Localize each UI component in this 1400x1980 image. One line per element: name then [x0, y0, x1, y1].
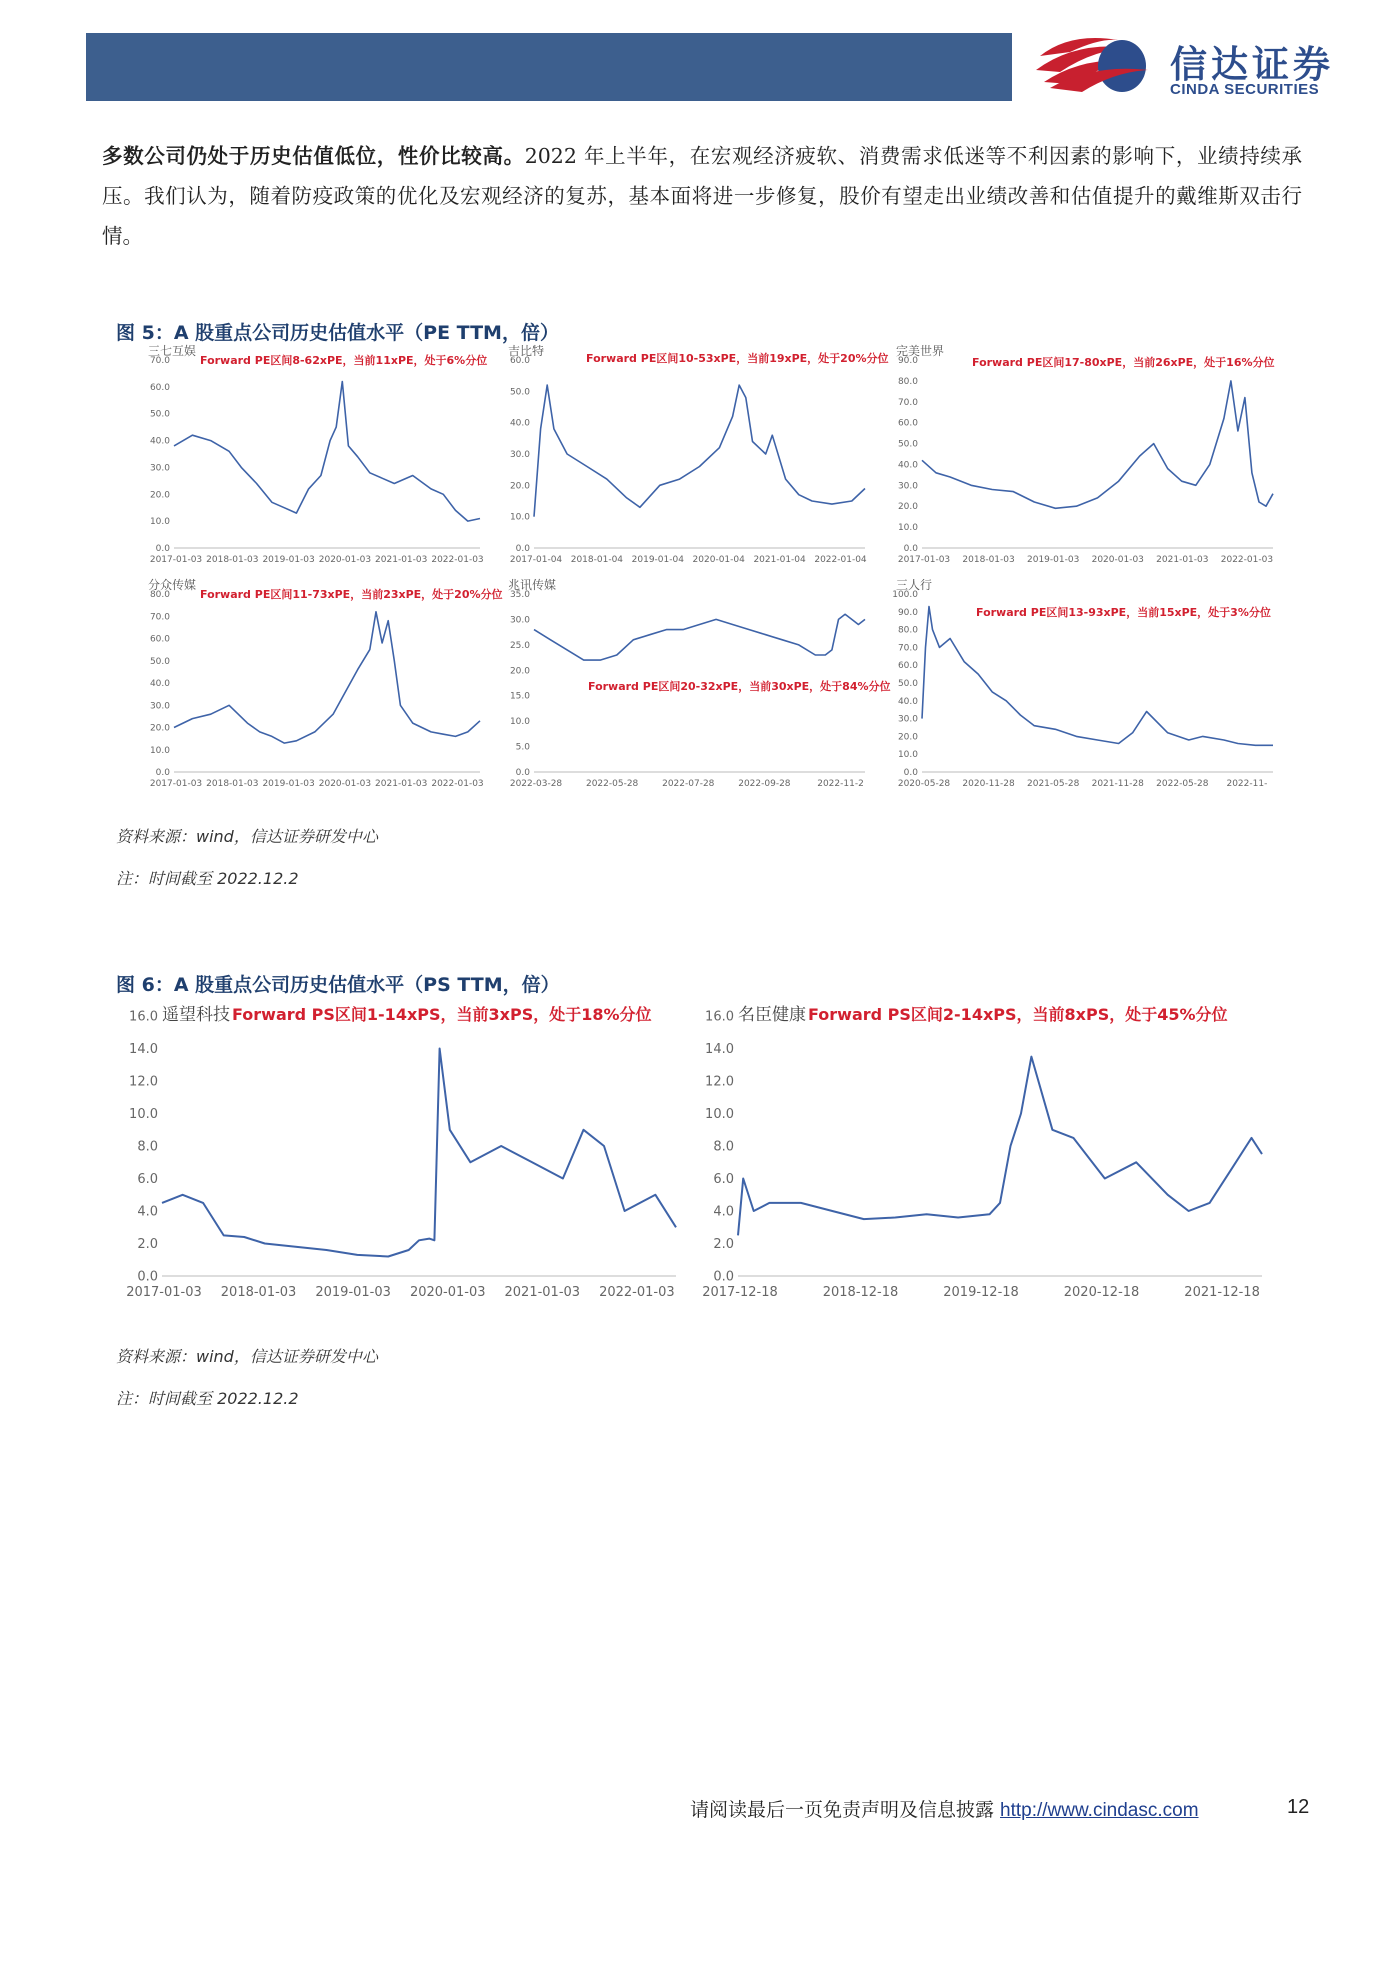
x-tick-label: 2021-01-03 [504, 1285, 581, 1300]
x-tick-label: 2022-03-28 [509, 779, 563, 789]
series-line [738, 1057, 1262, 1236]
x-tick-label: 2017-01-03 [126, 1285, 202, 1300]
series-line [922, 607, 1273, 746]
x-tick-label: 2022-01-03 [431, 555, 484, 565]
x-tick-label: 2020-01-03 [1091, 555, 1144, 565]
chart-title: 兆讯传媒 [508, 578, 557, 592]
y-tick-label: 90.0 [897, 356, 918, 366]
x-tick-label: 2019-01-03 [262, 555, 315, 565]
x-tick-label: 2017-12-18 [702, 1285, 778, 1300]
x-tick-label: 2018-01-04 [570, 555, 624, 565]
intro-bold: 多数公司仍处于历史估值低位，性价比较高。 [102, 144, 525, 168]
series-line [174, 612, 480, 743]
y-tick-label: 8.0 [137, 1139, 158, 1155]
series-line [174, 382, 480, 522]
chart-title: 三七互娱 [148, 344, 197, 358]
y-tick-label: 60.0 [897, 661, 918, 672]
header-bar [86, 33, 1012, 101]
y-tick-label: 12.0 [705, 1074, 734, 1090]
y-tick-label: 20.0 [897, 502, 918, 513]
y-tick-label: 70.0 [897, 643, 918, 654]
y-tick-label: 40.0 [509, 418, 530, 429]
figure6-source: 资料来源：wind，信达证券研发中心 [116, 1347, 378, 1366]
y-tick-label: 30.0 [149, 463, 170, 474]
y-tick-label: 30.0 [897, 481, 918, 492]
chart-annotation: Forward PS区间1-14xPS，当前3xPS，处于18%分位 [232, 1005, 652, 1024]
x-tick-label: 2021-01-03 [375, 555, 428, 565]
intro-text: 2022 年上半年，在宏观经济疲软、消费需求低迷等不利因素的影响下，业绩持续承压。我们认为，随着防疫政策的优化及宏观经济的复苏，基本面将进一步修复，股价有望走出业绩改善和估值提升的戴维斯双击行情。 [102, 144, 1303, 248]
y-tick-label: 20.0 [897, 732, 918, 743]
line-chart [140, 582, 490, 794]
chart-title: 名臣健康 [738, 1005, 806, 1025]
y-tick-label: 0.0 [137, 1269, 158, 1285]
chart-annotation: Forward PE区间13-93xPE，当前15xPE，处于3%分位 [976, 606, 1271, 619]
figure5-note: 注：时间截至 2022.12.2 [116, 869, 299, 888]
chart-title: 吉比特 [508, 344, 545, 358]
y-tick-label: 100.0 [892, 590, 918, 600]
y-tick-label: 70.0 [149, 356, 170, 366]
y-tick-label: 6.0 [137, 1171, 158, 1187]
figure6-title: 图 6：A 股重点公司历史估值水平（PS TTM，倍） [116, 974, 560, 996]
chart-panel [888, 578, 1283, 794]
line-chart [140, 348, 490, 570]
x-tick-label: 2021-01-03 [375, 779, 428, 789]
y-tick-label: 12.0 [129, 1074, 158, 1090]
y-tick-label: 80.0 [149, 590, 170, 600]
y-tick-label: 10.0 [149, 517, 170, 528]
y-tick-label: 40.0 [897, 460, 918, 471]
x-tick-label: 2019-01-03 [1027, 555, 1080, 565]
y-tick-label: 70.0 [897, 397, 918, 408]
chart-title: 完美世界 [896, 344, 945, 358]
x-tick-label: 2022-11- [1226, 779, 1268, 789]
line-chart [888, 348, 1283, 570]
chart-title: 分众传媒 [148, 578, 197, 592]
cinda-logo-icon [1030, 26, 1150, 98]
chart-title: 遥望科技 [162, 1005, 230, 1025]
y-tick-label: 10.0 [149, 745, 170, 756]
chart-annotation: Forward PE区间11-73xPE，当前23xPE，处于20%分位 [200, 588, 503, 601]
x-tick-label: 2020-01-04 [692, 555, 745, 565]
intro-paragraph [102, 136, 1302, 256]
y-tick-label: 50.0 [897, 679, 918, 689]
x-tick-label: 2021-05-28 [1027, 779, 1080, 789]
logo [1030, 26, 1370, 106]
x-tick-label: 2020-01-03 [409, 1285, 486, 1300]
x-tick-label: 2020-05-28 [897, 779, 951, 789]
line-chart [116, 1000, 686, 1310]
x-tick-label: 2020-11-28 [962, 779, 1015, 789]
y-tick-label: 30.0 [509, 450, 530, 460]
y-tick-label: 10.0 [509, 717, 530, 728]
y-tick-label: 40.0 [149, 436, 170, 447]
y-tick-label: 10.0 [897, 523, 918, 534]
y-tick-label: 0.0 [713, 1269, 734, 1285]
series-line [162, 1049, 676, 1257]
y-tick-label: 20.0 [509, 666, 530, 677]
y-tick-label: 16.0 [705, 1009, 734, 1025]
x-tick-label: 2018-12-18 [822, 1285, 899, 1300]
figure5-title: 图 5：A 股重点公司历史估值水平（PE TTM，倍） [116, 322, 559, 344]
footer-link[interactable]: http://www.cindasc.com [1000, 1800, 1199, 1821]
y-tick-label: 10.0 [705, 1106, 734, 1122]
y-tick-label: 40.0 [897, 696, 918, 707]
chart-panel [140, 344, 490, 570]
x-tick-label: 2019-12-18 [943, 1285, 1019, 1300]
y-tick-label: 60.0 [149, 382, 170, 393]
x-tick-label: 2021-12-18 [1184, 1285, 1260, 1300]
x-tick-label: 2017-01-03 [149, 555, 203, 565]
figure5-source: 资料来源：wind，信达证券研发中心 [116, 827, 378, 846]
y-tick-label: 80.0 [897, 376, 918, 387]
y-tick-label: 0.0 [155, 544, 170, 554]
series-line [922, 381, 1273, 508]
footer [690, 1795, 1199, 1822]
y-tick-label: 4.0 [713, 1204, 734, 1220]
x-tick-label: 2022-01-03 [599, 1285, 675, 1300]
y-tick-label: 8.0 [713, 1139, 734, 1155]
x-tick-label: 2018-01-03 [962, 555, 1015, 565]
y-tick-label: 6.0 [713, 1171, 734, 1187]
x-tick-label: 2021-01-03 [1156, 555, 1209, 565]
x-tick-label: 2018-01-03 [206, 779, 259, 789]
y-tick-label: 25.0 [509, 640, 530, 651]
y-tick-label: 80.0 [897, 625, 918, 636]
y-tick-label: 0.0 [515, 768, 530, 778]
y-tick-label: 2.0 [137, 1236, 158, 1252]
chart-annotation: Forward PS区间2-14xPS，当前8xPS，处于45%分位 [808, 1005, 1228, 1024]
x-tick-label: 2021-01-04 [753, 555, 806, 565]
logo-text-en: CINDA SECURITIES [1170, 81, 1320, 98]
y-tick-label: 90.0 [897, 607, 918, 618]
y-tick-label: 35.0 [509, 590, 530, 600]
figure6-note: 注：时间截至 2022.12.2 [116, 1389, 299, 1408]
y-tick-label: 16.0 [129, 1009, 158, 1025]
y-tick-label: 0.0 [155, 768, 170, 778]
series-line [534, 614, 865, 660]
chart-annotation: Forward PE区间10-53xPE，当前19xPE，处于20%分位 [586, 352, 889, 365]
chart-annotation: Forward PE区间8-62xPE，当前11xPE，处于6%分位 [200, 354, 488, 367]
y-tick-label: 10.0 [509, 512, 530, 523]
y-tick-label: 15.0 [509, 691, 530, 702]
y-tick-label: 20.0 [509, 481, 530, 492]
x-tick-label: 2020-01-03 [318, 779, 372, 789]
y-tick-label: 60.0 [897, 418, 918, 429]
chart-annotation: Forward PE区间17-80xPE，当前26xPE，处于16%分位 [972, 356, 1275, 369]
series-line [534, 385, 865, 517]
x-tick-label: 2019-01-03 [315, 1285, 391, 1300]
y-tick-label: 70.0 [149, 612, 170, 623]
x-tick-label: 2022-09-28 [738, 779, 791, 789]
y-tick-label: 60.0 [509, 356, 530, 366]
page-number: 12 [1287, 1796, 1310, 1818]
x-tick-label: 2020-01-03 [318, 555, 372, 565]
chart-panel [116, 1000, 686, 1310]
x-tick-label: 2017-01-04 [509, 555, 563, 565]
x-tick-label: 2018-01-03 [206, 555, 259, 565]
y-tick-label: 30.0 [509, 615, 530, 626]
x-tick-label: 2018-01-03 [220, 1285, 297, 1300]
y-tick-label: 4.0 [137, 1204, 158, 1220]
x-tick-label: 2020-12-18 [1063, 1285, 1140, 1300]
line-chart [692, 1000, 1272, 1310]
chart-panel [140, 578, 503, 794]
chart-annotation: Forward PE区间20-32xPE，当前30xPE，处于84%分位 [588, 680, 891, 693]
y-tick-label: 50.0 [509, 387, 530, 398]
y-tick-label: 14.0 [129, 1041, 158, 1057]
x-tick-label: 2022-01-03 [431, 779, 484, 789]
x-tick-label: 2022-05-28 [585, 779, 639, 789]
chart-title: 三人行 [896, 578, 933, 592]
x-tick-label: 2022-11-2 [817, 779, 864, 789]
y-tick-label: 50.0 [149, 656, 170, 667]
y-tick-label: 50.0 [149, 409, 170, 420]
y-tick-label: 30.0 [149, 701, 170, 712]
y-tick-label: 0.0 [515, 544, 530, 554]
x-tick-label: 2019-01-04 [631, 555, 684, 565]
line-chart [500, 348, 875, 570]
x-tick-label: 2022-05-28 [1156, 779, 1209, 789]
x-tick-label: 2017-01-03 [897, 555, 951, 565]
chart-panel [692, 1000, 1272, 1310]
y-tick-label: 5.0 [515, 742, 530, 753]
y-tick-label: 10.0 [129, 1106, 158, 1122]
x-tick-label: 2017-01-03 [149, 779, 203, 789]
y-tick-label: 60.0 [149, 634, 170, 645]
x-tick-label: 2022-01-04 [814, 555, 867, 565]
y-tick-label: 0.0 [903, 768, 918, 778]
y-tick-label: 2.0 [713, 1236, 734, 1252]
y-tick-label: 40.0 [149, 679, 170, 689]
footer-disclaimer: 请阅读最后一页免责声明及信息披露 [690, 1799, 995, 1821]
x-tick-label: 2022-07-28 [662, 779, 715, 789]
x-tick-label: 2019-01-03 [262, 779, 315, 789]
y-tick-label: 10.0 [897, 750, 918, 761]
chart-panel [500, 578, 891, 794]
logo-text-cn: 信达证券 [1170, 43, 1334, 86]
y-tick-label: 20.0 [149, 490, 170, 501]
y-tick-label: 20.0 [149, 723, 170, 734]
chart-panel [888, 344, 1283, 570]
y-tick-label: 14.0 [705, 1041, 734, 1057]
y-tick-label: 30.0 [897, 714, 918, 725]
y-tick-label: 50.0 [897, 439, 918, 450]
y-tick-label: 0.0 [903, 544, 918, 554]
x-tick-label: 2021-11-28 [1091, 779, 1144, 789]
chart-panel [500, 344, 889, 570]
x-tick-label: 2022-01-03 [1220, 555, 1274, 565]
